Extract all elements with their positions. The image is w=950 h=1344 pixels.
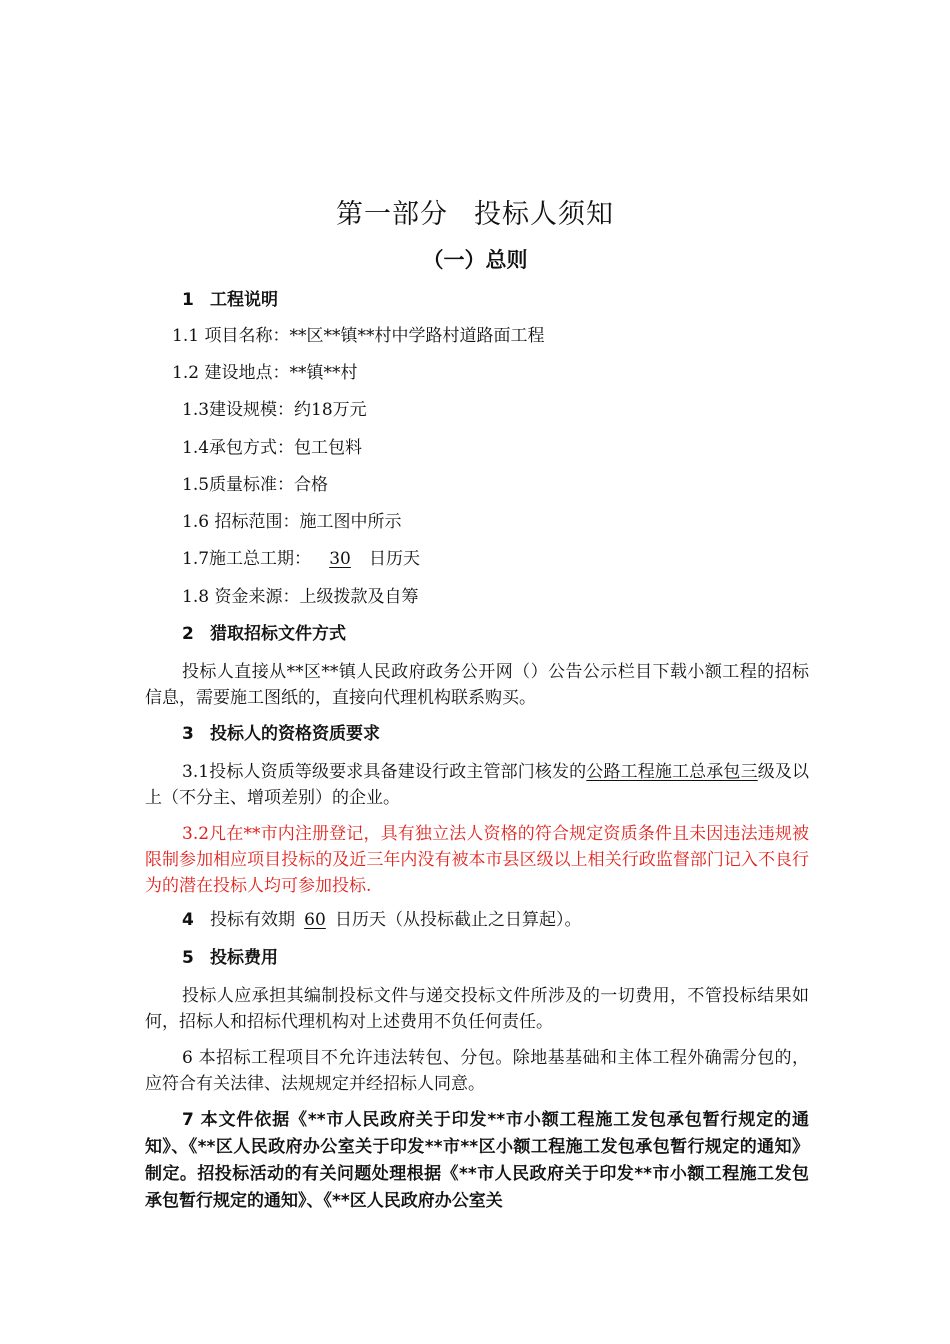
paragraph-2: 投标人直接从**区**镇人民政府政务公开网（）公告公示栏目下载小额工程的招标信息，需要施工图纸的，直接向代理机构联系购买。 (145, 662, 809, 708)
qualification-underlined: 公路工程施工总承包三 (586, 762, 758, 782)
heading-2: 2 猎取招标文件方式 (182, 624, 346, 644)
period-value: 30 (329, 549, 351, 569)
paragraph-3-1: 3.1投标人资质等级要求具备建设行政主管部门核发的公路工程施工总承包三级及以上（不分主、增项差别）的企业。 (145, 762, 810, 808)
heading-3: 3 投标人的资格资质要求 (182, 724, 380, 744)
heading-1: 1 工程说明 (182, 290, 278, 310)
validity-value: 60 (304, 910, 326, 930)
section-subtitle: （一）总则 (422, 248, 528, 272)
item-1-2: 1.2 建设地点：**镇**村 (172, 363, 358, 383)
page-title: 第一部分 投标人须知 (336, 199, 614, 230)
paragraph-3-2: 3.2凡在**市内注册登记，具有独立法人资格的符合规定资质条件且未因违法违规被限制参加相应项目投标的及近三年内没有被本市县区级以上相关行政监督部门记入不良行为的潜在投标人均可参加投标. (145, 824, 809, 896)
heading-5: 5 投标费用 (182, 948, 278, 968)
item-1-4: 1.4承包方式：包工包料 (182, 438, 363, 458)
item-1-8: 1.8 资金来源：上级拨款及自筹 (182, 587, 419, 607)
paragraph-7: 7 本文件依据《**市人民政府关于印发**市小额工程施工发包承包暂行规定的通知》、《**区人民政府办公室关于印发**市**区小额工程施工发包承包暂行规定的通知》制定。招投标活动的有关问题处理根据《**市人民政府关于印发**市小额工程施工发包承包暂行规定的通知》、《**区人民政府办公室关 (145, 1110, 809, 1211)
item-1-1: 1.1 项目名称：**区**镇**村中学路村道路面工程 (172, 326, 545, 346)
paragraph-5: 投标人应承担其编制投标文件与递交投标文件所涉及的一切费用，不管投标结果如何，招标人和招标代理机构对上述费用不负任何责任。 (145, 986, 809, 1032)
item-1-5: 1.5质量标准：合格 (182, 475, 329, 495)
item-1-6: 1.6 招标范围：施工图中所示 (182, 512, 402, 532)
item-1-3: 1.3建设规模：约18万元 (182, 400, 367, 420)
item-4: 4 投标有效期 60 日历天（从投标截止之日算起）。 (182, 910, 582, 930)
item-1-7: 1.7施工总工期： 30 日历天 (182, 549, 421, 569)
paragraph-6: 6 本招标工程项目不允许违法转包、分包。除地基基础和主体工程外确需分包的，应符合有关法律、法规规定并经招标人同意。 (145, 1048, 809, 1094)
